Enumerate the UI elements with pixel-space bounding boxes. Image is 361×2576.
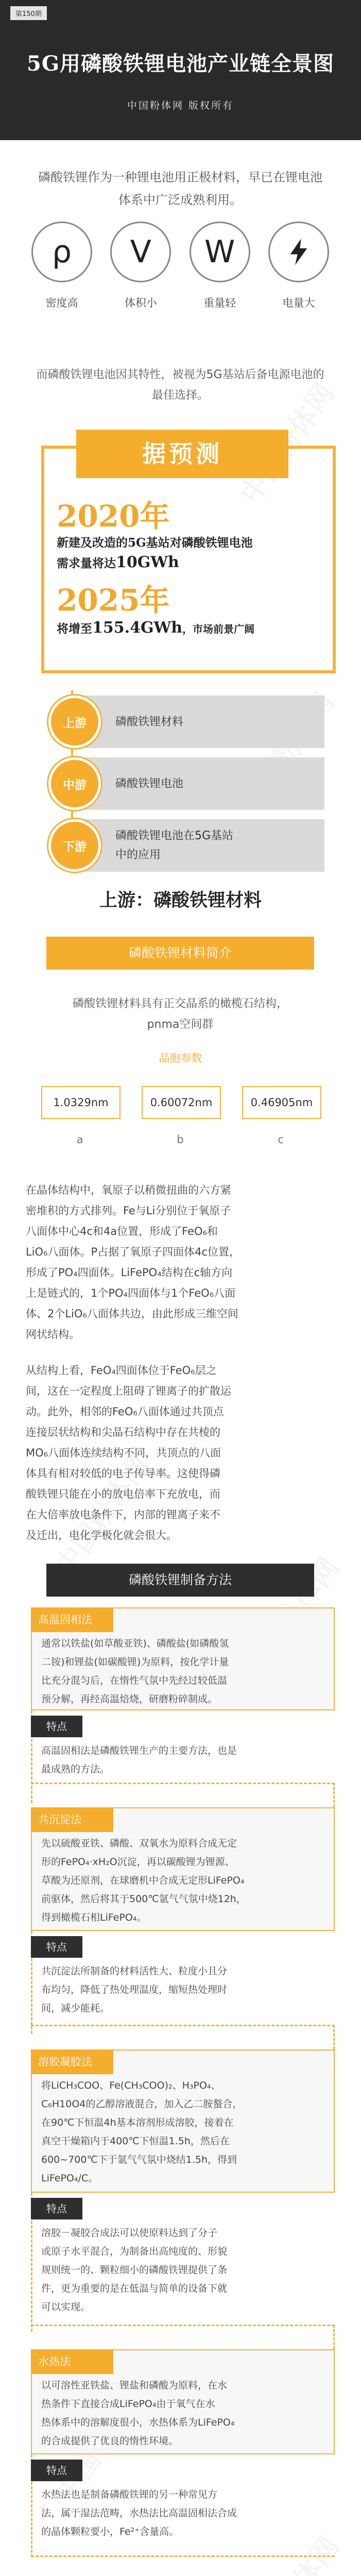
paragraph-line: 体、2个LiO₆八面体共边，由此形成三维空间 — [26, 1308, 238, 1320]
property-label: 体积小 — [124, 297, 157, 309]
forecast-text-2025 — [57, 618, 254, 639]
forecast-text-2020 — [57, 533, 253, 573]
chain-bar-midstream — [82, 757, 324, 810]
method-feature-line: 溶胶－凝胶合成法可以使原料达到了分子 — [41, 2227, 218, 2239]
forecast-year-2020: 2020年 — [57, 499, 170, 534]
method-description-line: LiFePO₄/C。 — [41, 2173, 98, 2184]
feature-label: 特点 — [31, 2198, 82, 2219]
method-description-line: 前驱体，然后将其于500℃氩气气氛中烧12h， — [41, 1893, 246, 1905]
paragraph-line: LiO₆八面体。P占据了氧原子四面体4c位置， — [26, 1246, 240, 1258]
method-description-line: 得到橄榄石相LiFePO₄。 — [41, 1912, 147, 1923]
method-description-line: 以可溶性亚铁盐、锂盐和磷酸为原料，在水 — [41, 2380, 228, 2391]
rho-icon: ρ — [31, 222, 92, 282]
param-label-a: a — [76, 1133, 83, 1146]
method-feature-line: 或原子水平混合，为制备出高纯度的、形貌 — [41, 2246, 228, 2257]
property-label: 电量大 — [282, 297, 315, 309]
summary-text: 而磷酸铁锂电池因其特性，被视为5G基站后备电源电池的最佳选择。 — [36, 368, 324, 402]
method-description-line: 比充分混匀后，在惰性气氛中先经过较低温 — [41, 1675, 228, 1686]
paragraph-line: MO₆八面体连续结构不同，共顶点的八面 — [26, 1447, 221, 1459]
weight-icon: W — [190, 222, 250, 282]
paragraph-line: 网状结构。 — [26, 1328, 80, 1341]
method-description-line: 热体系中的溶解度很小，水热体系为LiFePO₄ — [41, 2417, 235, 2428]
method-feature-line: 的晶体颗粒要小，Fe²⁺含量高。 — [41, 2526, 179, 2537]
chain-node-downstream: 下游 — [48, 819, 101, 872]
method-feature-line: 水热法也是制备磷酸铁锂的另一种常见方 — [41, 2489, 218, 2500]
structure-line: pnma空间群 — [147, 1018, 214, 1031]
method-description-line: 的合成提供了优良的惰性环境。 — [41, 2435, 179, 2447]
dashed-connector — [333, 2025, 335, 2049]
dashed-divider — [31, 2555, 335, 2557]
forecast-value: 155.4GWh — [92, 619, 183, 637]
chain-text: 磷酸铁锂电池 — [115, 777, 184, 790]
structure-description — [36, 994, 324, 1035]
chain-bar-upstream — [82, 696, 324, 748]
dashed-divider — [31, 2025, 335, 2026]
method-description-line: 热条件下直接合成LiFePO₄由于氧气在水 — [41, 2398, 215, 2410]
chain-text-line: 中的应用 — [115, 849, 161, 861]
method-title-coprecipitation: 共沉淀法 — [31, 1807, 113, 1832]
method-title-sol-gel: 溶胶凝胶法 — [31, 2049, 113, 2074]
method-feature-line: 高温固相法是磷酸铁锂生产的主要方法，也是 — [41, 1745, 237, 1756]
feature-label: 特点 — [31, 2460, 82, 2481]
method-description-line: 二铵)和锂盐(如碳酸锂)为原料，按化学计量 — [41, 1656, 229, 1668]
param-value-b: 0.60072nm — [142, 1086, 221, 1119]
paragraph-line: 动。此外，相邻的FeO₆八面体通过共顶点 — [26, 1405, 224, 1418]
method-title-hydrothermal: 水热法 — [31, 2349, 113, 2374]
chain-text — [115, 819, 233, 872]
method-description-line: 真空干燥箱内于400℃下恒温1.5h，然后在 — [41, 2136, 230, 2147]
method-description — [41, 2076, 330, 2188]
method-feature-line: 规则统一的、颗粒细小的磷酸铁锂提供了条 — [41, 2264, 228, 2276]
method-feature-line: 共沉淀法所制备的材料活性大、粒度小且分 — [41, 1965, 228, 1977]
method-description — [41, 1834, 330, 1927]
chain-node-upstream: 上游 — [48, 696, 101, 748]
paragraph-line: 在晶体结构中，氧原子以稍微扭曲的六方紧 — [26, 1184, 231, 1196]
method-feature — [41, 1962, 330, 2018]
method-description — [41, 1634, 330, 1708]
method-description-line: 形的FePO₄·xH₂O沉淀，再以碳酸锂为锂源、 — [41, 1856, 235, 1868]
property-label: 重量轻 — [203, 297, 236, 309]
method-description-line: 草酸为还原剂，在球磨机中合成无定形LiFePO₄ — [41, 1875, 245, 1886]
method-description-line: 600~700℃下于氩气气氛中烧结1.5h，得到 — [41, 2154, 237, 2165]
property-icons — [26, 222, 335, 310]
method-description-line: 通常以铁盐(如草酸亚铁)、磷酸盐(如磷酸氢 — [41, 1638, 229, 1649]
property-density — [26, 222, 98, 310]
feature-label: 特点 — [31, 1716, 82, 1737]
dashed-divider — [31, 2325, 335, 2326]
paragraph-line: 酸铁锂只能在小的放电倍率下充放电，而 — [26, 1488, 220, 1500]
param-label-c: c — [278, 1133, 284, 1146]
paragraph-line: 从结构上看，FeO₄四面体位于FeO₆层之 — [26, 1364, 217, 1377]
structure-line: 磷酸铁锂材料具有正交晶系的橄榄石结构， — [72, 997, 288, 1010]
methods-pill: 磷酸铁锂制备方法 — [46, 1564, 314, 1597]
property-label: 密度高 — [45, 297, 78, 309]
method-feature-line: 件，更为重要的是在低温与简单的设备下就 — [41, 2283, 228, 2294]
structure-paragraph-2 — [26, 1360, 335, 1546]
method-feature-line: 最成熟的方法。 — [41, 1764, 110, 1775]
method-description-line: 预分解，再经高温焙烧，研磨粉碎制成。 — [41, 1693, 218, 1705]
cell-parameter-title: 晶胞参数 — [159, 1052, 202, 1064]
paragraph-line: 密堆积的方式排列。Fe与Li分别位于氧原子 — [26, 1205, 231, 1217]
method-feature-line: 法，属于湿法范畴，水热法比高温固相法合成 — [41, 2507, 237, 2519]
upstream-title: 上游：磷酸铁锂材料 — [99, 890, 262, 911]
chain-bar-downstream — [82, 819, 324, 872]
property-weight — [184, 222, 256, 310]
paragraph-line: 形成了PO₄四面体。LiFePO₄结构在c轴方向 — [26, 1266, 233, 1279]
forecast-year-2025: 2025年 — [57, 583, 170, 618]
copyright-subtitle: 中国粉体网 版权所有 — [127, 100, 234, 111]
param-value-a: 1.0329nm — [41, 1086, 121, 1119]
method-description-line: 将LiCH₃COO、Fe(CH₃COO)₂、H₃PO₄、 — [41, 2080, 221, 2091]
method-title-solid-state: 高温固相法 — [31, 1607, 113, 1632]
paragraph-line: 上是链式的，1个PO₄四面体与1个FeO₆八面 — [26, 1287, 236, 1299]
dashed-connector — [333, 2325, 335, 2349]
chain-text-line: 磷酸铁锂电池在5G基站 — [115, 829, 234, 842]
paragraph-line: 体具有相对较低的电子传导率。这使得磷 — [26, 1467, 220, 1480]
forecast-line — [57, 553, 253, 573]
chain-text: 磷酸铁锂材料 — [115, 715, 184, 728]
property-capacity — [263, 222, 335, 310]
intro-text: 磷酸铁锂作为一种锂电池用正极材料，早已在锂电池体系中广泛成熟利用。 — [38, 170, 322, 207]
header-banner — [0, 0, 361, 140]
method-feature-line: 可以实现。 — [41, 2301, 91, 2313]
method-feature-line: 间，减少能耗。 — [41, 2003, 110, 2014]
forecast-prefix: 需求量将达 — [57, 556, 116, 570]
property-volume — [105, 222, 177, 310]
method-feature — [41, 2485, 330, 2541]
method-description-line: 在90℃下恒温4h基本溶剂形成溶胶，接着在 — [41, 2117, 234, 2128]
method-description — [41, 2376, 330, 2450]
param-value-c: 0.46905nm — [242, 1086, 321, 1119]
chain-node-midstream: 中游 — [48, 757, 101, 810]
dashed-divider — [31, 1783, 335, 1784]
dashed-connector — [333, 1783, 335, 1807]
paragraph-line: 及迁出，电化学极化就会很大。 — [26, 1529, 177, 1541]
forecast-suffix: ，市场前景广阔 — [182, 623, 255, 635]
paragraph-line: 八面体中心4c和4a位置，形成了FeO₆和 — [26, 1225, 218, 1238]
forecast-banner: 据预测 — [76, 430, 288, 478]
paragraph-line: 连接层状结构和尖晶石结构中存在共棱的 — [26, 1426, 220, 1438]
lightning-icon — [268, 222, 329, 282]
volume-icon: V — [110, 222, 171, 282]
feature-label: 特点 — [31, 1936, 82, 1958]
method-description-line: 先以硫酸亚铁、磷酸、双氧水为原料合成无定 — [41, 1838, 237, 1849]
method-feature — [41, 1741, 330, 1778]
paragraph-line: 在大倍率放电条件下，内部的锂离子来不 — [26, 1509, 220, 1521]
method-feature — [41, 2224, 330, 2316]
page-title: 5G用磷酸铁锂电池产业链全景图 — [27, 52, 334, 76]
forecast-line: 新建及改造的5G基站对磷酸铁锂电池 — [57, 536, 253, 550]
method-feature-line: 布均匀，降低了热处理温度，缩短热处理时 — [41, 1984, 228, 1995]
method-description-line: C₆H10O4的乙醇溶液混合，加入乙二胺螯合， — [41, 2098, 243, 2110]
paragraph-line: 间，这在一定程度上阻碍了锂离子的扩散运 — [26, 1385, 231, 1397]
forecast-prefix: 将增至 — [57, 622, 92, 636]
param-label-b: b — [177, 1133, 184, 1146]
issue-badge: 第150期 — [10, 6, 47, 20]
structure-paragraph-1 — [26, 1180, 335, 1345]
material-intro-pill: 磷酸铁锂材料简介 — [46, 937, 314, 970]
forecast-value: 10GWh — [116, 553, 179, 571]
